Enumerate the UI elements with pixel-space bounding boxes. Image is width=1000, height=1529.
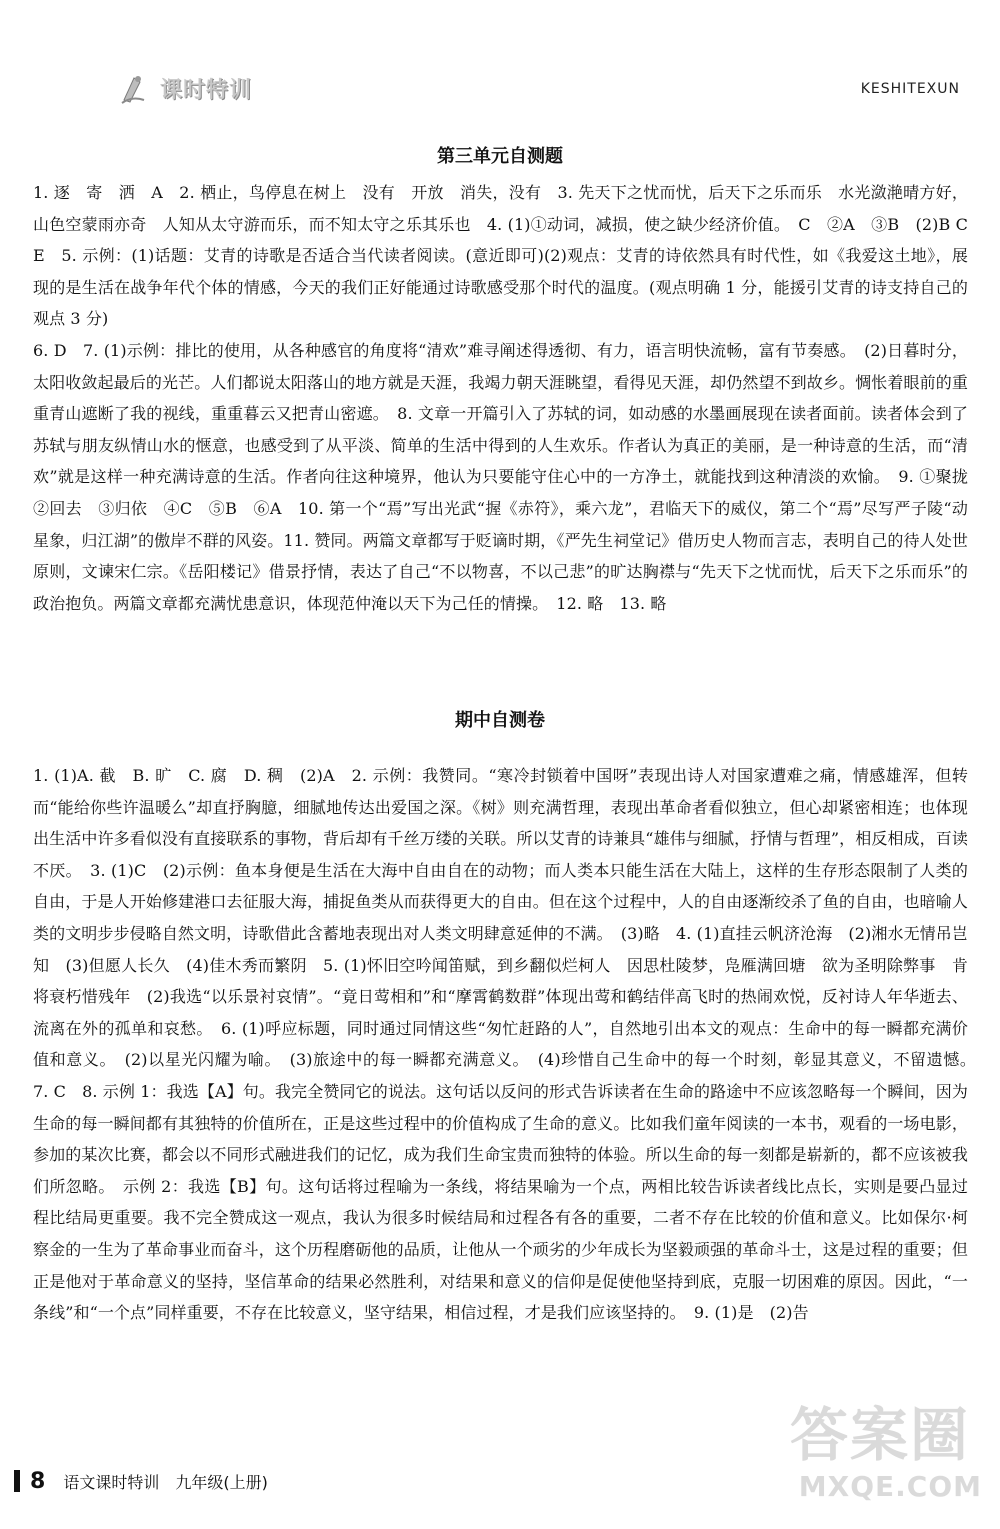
unit3-paragraph: 1. 逐 寄 洒 A 2. 栖止，鸟停息在树上 没有 开放 消失，没有 3. 先天下之忧而忧，后天下之乐而乐 水光潋滟晴方好，山色空蒙雨亦奇 人知从太守游而乐，而不知太守之乐其乐也 4. (1)①动词，减损，使之缺少经济价值。 C ②A ③B (2)B C E 5. 示例：(1)话题：艾青的诗歌是否适合当代读者阅读。(意近即可)(2)观点：艾青的诗依然具有时代性，如《我爱这土地》，展现的是生活在战争年代个体的情感，今天的我们正好能通过诗歌感受那个时代的温度。(观点明确 1 分，能援引艾青的诗支持自己的观点 3 分) xyxy=(33,183,968,329)
midterm-title: 期中自测卷 xyxy=(455,710,545,731)
footer-bar xyxy=(14,1470,20,1492)
grade-label: 九年级(上册) xyxy=(175,1472,268,1492)
publisher-logo xyxy=(118,70,288,106)
book-title: 语文课时特训 xyxy=(63,1472,160,1492)
unit3-paragraph: 6. D 7. (1)示例：排比的使用，从各种感官的角度将“清欢”难寻阐述得透彻、有力，语言明快流畅，富有节奏感。 (2)日暮时分，太阳收敛起最后的光芒。人们都说太阳落山的地方就是天涯，我竭力朝天涯眺望，看得见天涯，却仍然望不到故乡。惆怅着眼前的重重青山遮断了我的视线，重重暮云又把青山密遮。 8. 文章一开篇引入了苏轼的词，如动感的水墨画展现在读者面前。读者体会到了苏轼与朋友纵情山水的惬意，也感受到了从平淡、简单的生活中得到的人生欢乐。作者认为真正的美丽，是一种诗意的生活，而“清欢”就是这样一种充满诗意的生活。作者向往这种境界，他认为只要能守住心中的一方净土，就能找到这种清淡的欢愉。 9. ①聚拢 ②回去 ③归依 ④C ⑤B ⑥A 10. 第一个“焉”写出光武“握《赤符》，乘六龙”，君临天下的威仪，第二个“焉”尽写严子陵“动星象，归江湖”的傲岸不群的风姿。11. 赞同。两篇文章都写于贬谪时期，《严先生祠堂记》借历史人物而言志，表明自己的待人处世原则，文谏宋仁宗。《岳阳楼记》借景抒情，表达了自己“不以物喜，不以己悲”的旷达胸襟与“先天下之忧而忧，后天下之乐而乐”的政治抱负。两篇文章都充满忧患意识，体现范仲淹以天下为己任的情操。 12. 略 13. 略 xyxy=(33,340,985,613)
watermark-top: 答案圈 xyxy=(790,1401,971,1469)
pen-nib-icon xyxy=(118,70,158,106)
unit3-answers xyxy=(33,177,985,619)
logo-text: 课时特训 xyxy=(160,77,253,103)
midterm-answers xyxy=(33,760,985,1329)
watermark-bottom: MXQE.COM xyxy=(798,1470,982,1503)
watermark xyxy=(790,1400,990,1525)
page-header xyxy=(0,0,1000,120)
brand-label: KESHITEXUN xyxy=(860,81,960,97)
page-footer xyxy=(14,1466,268,1496)
midterm-paragraph: 1. (1)A. 截 B. 旷 C. 腐 D. 稠 (2)A 2. 示例：我赞同。“寒冷封锁着中国呀”表现出诗人对国家遭难之痛，情感雄浑，但转而“能给你些许温暖么”却直抒胸臆，细腻地传达出爱国之深。《树》则充满哲理，表现出革命者看似独立，但心却紧密相连；也体现出生活中许多看似没有直接联系的事物，背后却有千丝万缕的关联。所以艾青的诗兼具“雄伟与细腻，抒情与哲理”，相反相成，百读不厌。 3. (1)C (2)示例：鱼本身便是生活在大海中自由自在的动物；而人类本只能生活在大陆上，这样的生存形态限制了人类的自由，于是人开始修建港口去征服大海，捕捉鱼类从而获得更大的自由。但在这个过程中，人的自由逐渐绞杀了鱼的自由，也暗喻人类的文明步步侵略自然文明，诗歌借此含蓄地表现出对人类文明肆意延伸的不满。 (3)略 4. (1)直挂云帆济沧海 (2)湘水无情吊岂知 (3)但愿人长久 (4)佳木秀而繁阴 5. (1)怀旧空吟闻笛赋，到乡翻似烂柯人 因思杜陵梦，凫雁满回塘 欲为圣明除弊事 肯将衰朽惜残年 (2)我选“以乐景衬哀情”。“竟日莺相和”和“摩霄鹤数群”体现出莺和鹤结伴高飞时的热闹欢悦，反衬诗人年华逝去、流离在外的孤单和哀愁。 6. (1)呼应标题，同时通过同情这些“匆忙赶路的人”，自然地引出本文的观点：生命中的每一瞬都充满价值和意义。 (2)以星光闪耀为喻。 (3)旅途中的每一瞬都充满意义。 (4)珍惜自己生命中的每一个时刻，彰显其意义，不留遗憾。 7. C 8. 示例 1：我选【A】句。我完全赞同它的说法。这句话以反问的形式告诉读者在生命的路途中不应该忽略每一个瞬间，因为生命的每一瞬间都有其独特的价值所在，正是这些过程中的价值构成了生命的意义。比如我们童年阅读的一本书，观看的一场电影，参加的某次比赛，都会以不同形式融进我们的记忆，成为我们生命宝贵而独特的体验。所以生命的每一刻都是崭新的，都不应该被我们所忽略。 示例 2：我选【B】句。这句话将过程喻为一条线，将结果喻为一个点，两相比较告诉读者线比点长，实则是要凸显过程比结局更重要。我不完全赞成这一观点，我认为很多时候结局和过程各有各的重要，二者不存在比较的价值和意义。比如保尔·柯察金的一生为了革命事业而奋斗，这个历程磨砺他的品质，让他从一个顽劣的少年成长为坚毅顽强的革命斗士，这是过程的重要；但正是他对于革命意义的坚持，坚信革命的结果必然胜利，对结果和意义的信仰是促使他坚持到底，克服一切困难的原因。因此，“一条线”和“一个点”同样重要，不存在比较意义，坚守结果，相信过程，才是我们应该坚持的。 9. (1)是 (2)告 xyxy=(33,766,985,1323)
unit3-title: 第三单元自测题 xyxy=(437,146,563,167)
page-number: 8 xyxy=(30,1468,46,1494)
